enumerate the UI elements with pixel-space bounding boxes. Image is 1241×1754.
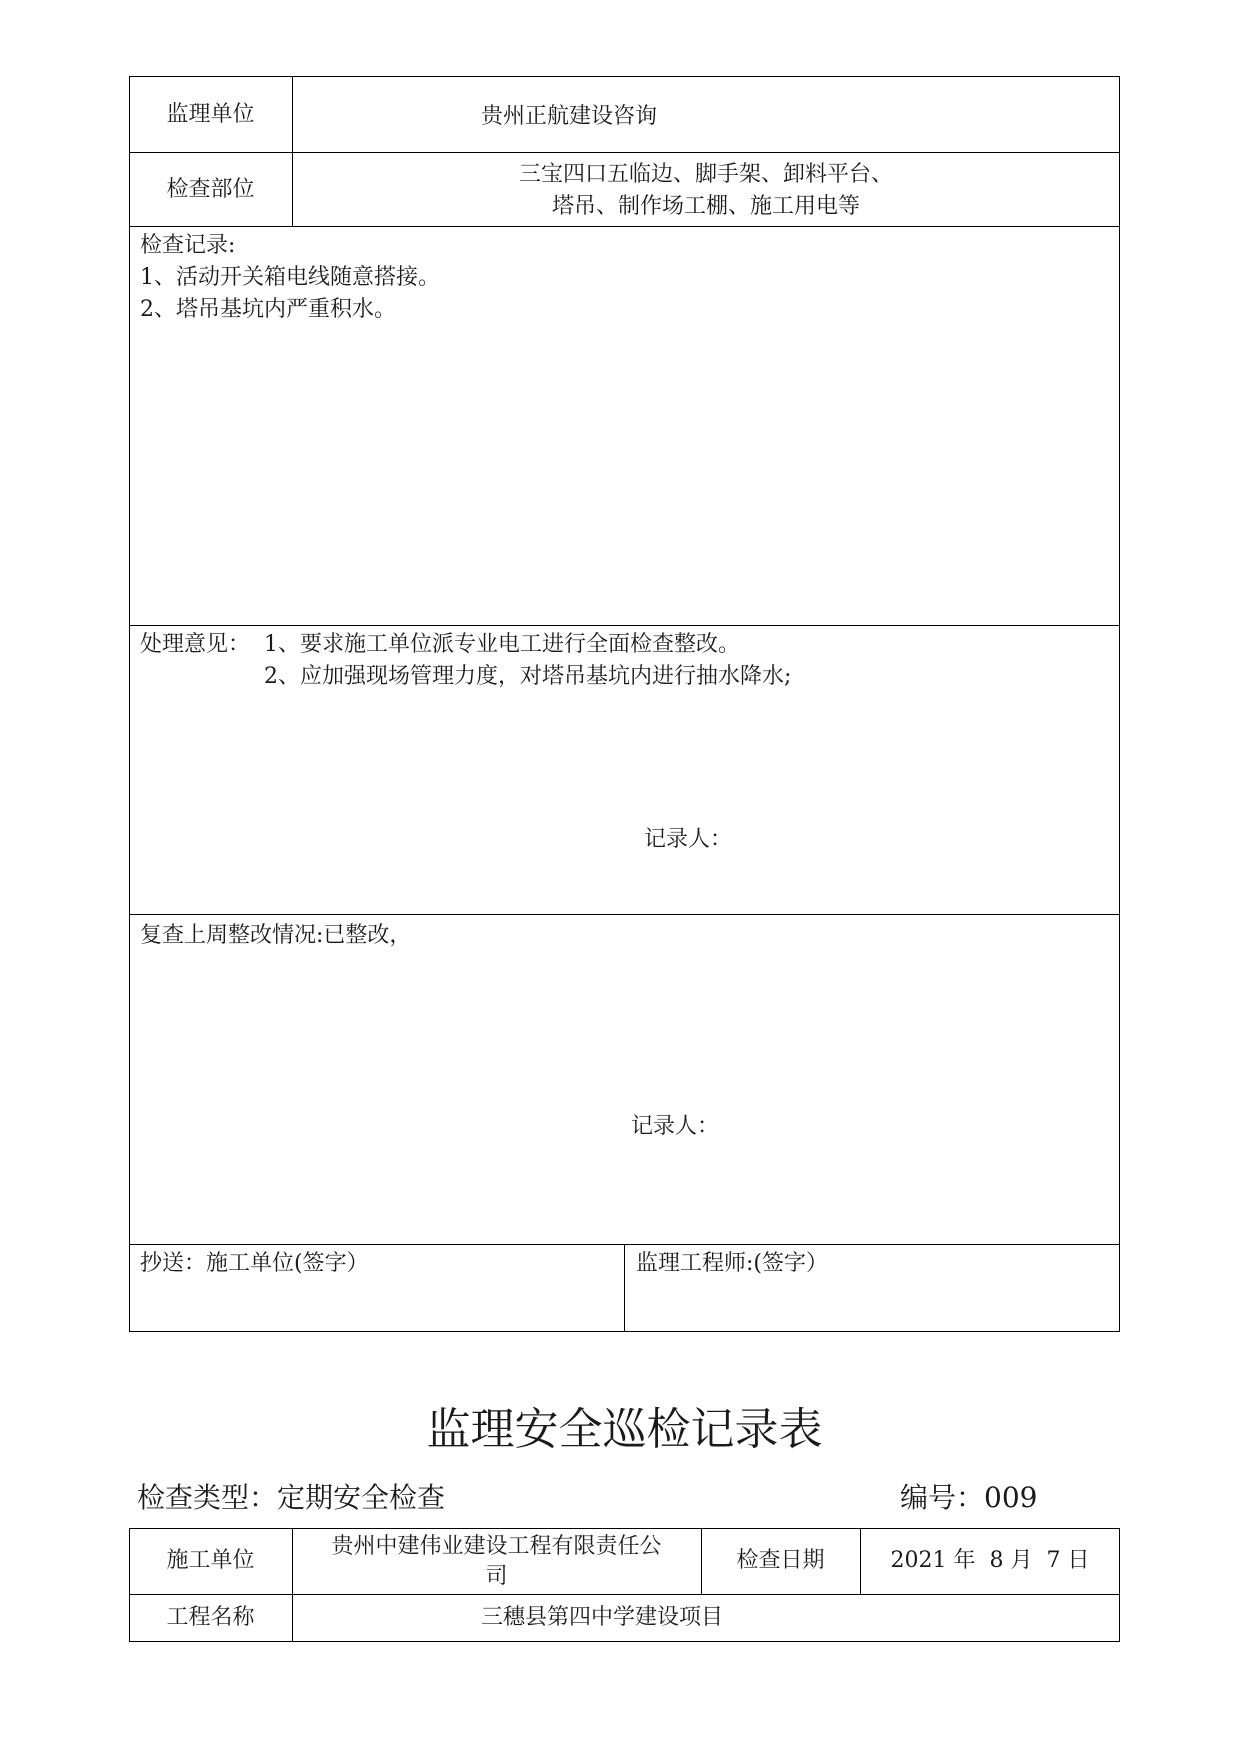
construction-unit-label: 施工单位 [166,1548,255,1573]
inspection-record-heading: 检查记录: [140,233,236,258]
inspection-type: 检查类型：定期安全检查 [137,1481,446,1514]
row-divider [129,152,1120,153]
project-name-label: 工程名称 [166,1605,255,1630]
supervision-unit-value: 贵州正航建设咨询 [481,104,658,129]
row-divider [129,226,1120,227]
inspection-area-value-line1: 三宝四口五临边、脚手架、卸料平台、 [518,162,893,187]
row-divider [129,914,1120,915]
serial-number: 编号：009 [900,1481,1038,1514]
handling-opinion-item: 2、应加强现场管理力度，对塔吊基坑内进行抽水降水; [264,664,792,689]
column-divider [624,1244,625,1332]
row-divider [129,625,1120,626]
inspection-area-label: 检查部位 [166,177,255,202]
inspection-record-item: 1、活动开关箱电线随意搭接。 [140,265,440,290]
review-recorder-label: 记录人： [631,1114,720,1139]
supervision-engineer-signature: 监理工程师:(签字） [636,1251,828,1276]
form-title: 监理安全巡检记录表 [426,1404,823,1455]
construction-unit-value-line2: 司 [485,1564,508,1589]
handling-opinion-item: 1、要求施工单位派专业电工进行全面检查整改。 [264,632,740,657]
construction-unit-value-line1: 贵州中建伟业建设工程有限责任公 [331,1534,662,1559]
inspection-area-value-line2: 塔吊、制作场工棚、施工用电等 [551,194,860,219]
inspection-date-value: 2021 年 8 月 7 日 [890,1548,1090,1573]
inspection-date-label: 检查日期 [736,1548,825,1573]
handling-opinion-label: 处理意见： [140,632,251,657]
project-name-value: 三穗县第四中学建设项目 [481,1605,724,1630]
inspection-record-item: 2、塔吊基坑内严重积水。 [140,297,396,322]
handling-recorder-label: 记录人： [644,827,733,852]
review-text: 复查上周整改情况:已整改， [140,923,412,948]
cc-construction-unit-signature: 抄送：施工单位(签字） [140,1251,369,1276]
supervision-unit-label: 监理单位 [166,102,255,127]
